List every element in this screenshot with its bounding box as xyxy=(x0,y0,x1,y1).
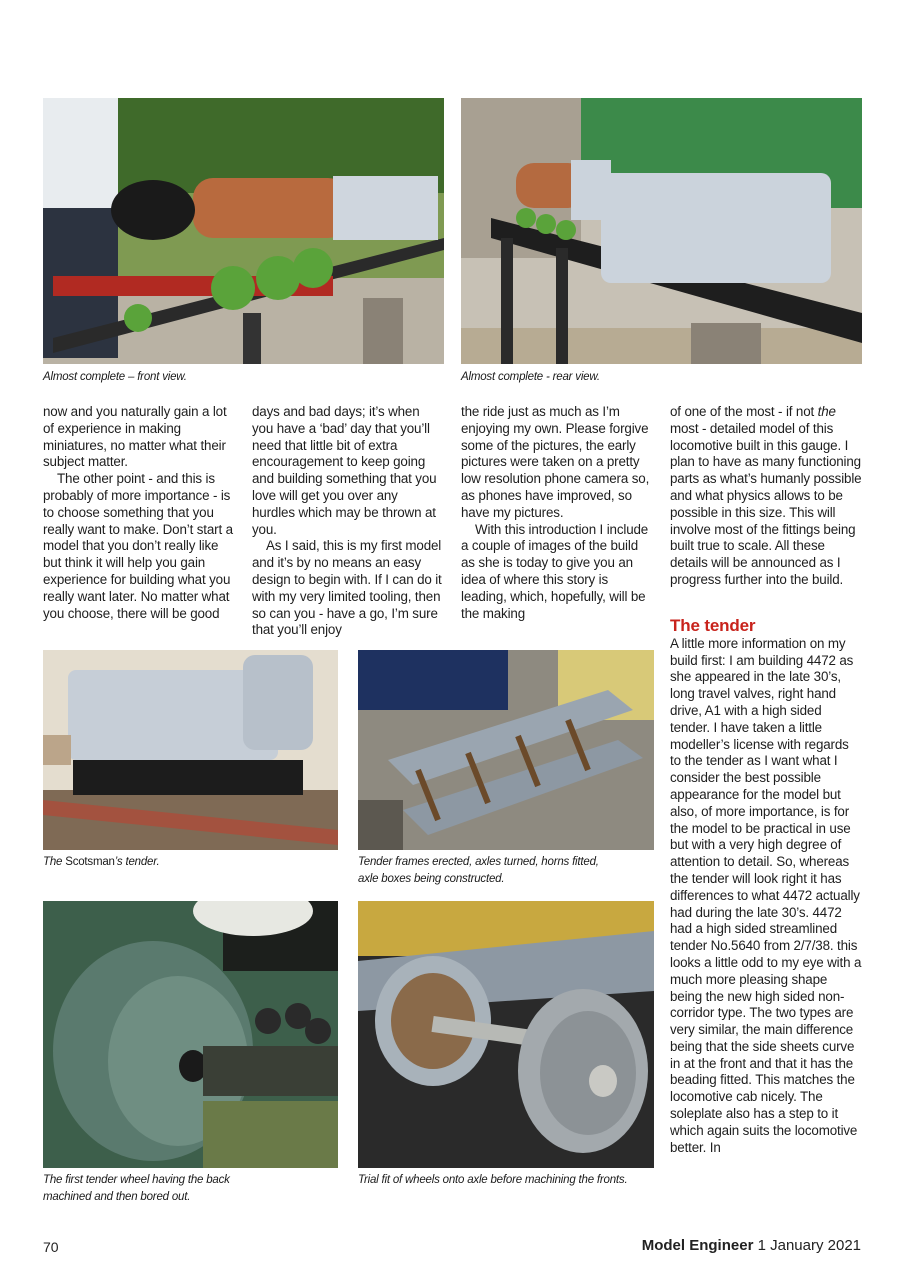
tender-wheel-photo xyxy=(43,901,338,1168)
paragraph: of one of the most - if not the most - detailed model of this locomotive built in this gauge. I plan to have as many functioning parts as what’s humanly possible and what physics allows to be possible in this size. This will involve most of the fittings being built true to scale. All these details will be announced as I progress further into the build. xyxy=(670,404,862,587)
scotsman-tender-photo xyxy=(43,650,338,850)
trial-fit-caption: Trial fit of wheels onto axle before machining the fronts. xyxy=(358,1174,628,1186)
front-view-photo xyxy=(43,98,444,364)
scotsman-tender-caption: The Scotsman’s tender. xyxy=(43,856,160,868)
trial-fit-photo xyxy=(358,901,654,1168)
page-number: 70 xyxy=(43,1239,59,1255)
tender-frames-photo xyxy=(358,650,654,850)
paragraph: the ride just as much as I’m enjoying my own. Please forgive some of the pictures, the early pictures were taken on a pretty low resolution phone camera so, as phones have improved, so have my pictures. xyxy=(461,404,650,520)
paragraph: As I said, this is my first model and it’s by no means an easy design to begin with. If I can do it with my very limited tooling, then so can you - have a go, I’m sure that you’ll enjoy xyxy=(252,538,442,638)
text-column-2 xyxy=(252,404,444,639)
wheelset-photo-icon xyxy=(358,901,654,1168)
tender-photo-icon xyxy=(43,650,338,850)
locomotive-rear-photo-icon xyxy=(461,98,862,364)
text-column-1 xyxy=(43,404,235,622)
magazine-footer: Model Engineer 1 January 2021 xyxy=(641,1237,861,1254)
paragraph: With this introduction I include a couple of images of the build as she is today to give you an idea of where this story is leading, which, hopefully, will be the making xyxy=(461,521,649,621)
tender-frames-caption: Tender frames erected, axles turned, horns fitted, axle boxes being constructed. xyxy=(358,856,599,885)
paragraph: The other point - and this is probably of more importance - is to choose something that you really want to make. Don’t start a model that you don’t really like but think it will help you gain experience for building what you really want later. No matter what you choose, there will be good xyxy=(43,471,233,621)
front-view-caption: Almost complete – front view. xyxy=(43,371,187,383)
text-column-4 xyxy=(670,404,862,1156)
tender-frames-photo-icon xyxy=(358,650,654,850)
paragraph: now and you naturally gain a lot of experience in making miniatures, no matter what their subject matter. xyxy=(43,404,227,470)
rear-view-photo xyxy=(461,98,862,364)
tender-wheel-caption: The first tender wheel having the back machined and then bored out. xyxy=(43,1174,230,1203)
lathe-wheel-photo-icon xyxy=(43,901,338,1168)
section-heading: The tender xyxy=(670,615,756,635)
paragraph: A little more information on my build first: I am building 4472 as she appeared in the late 30’s, long travel valves, right hand drive, A1 with a high sided tender. I have taken a little modeller’s license with regards to the tender as I want what I consider the best possible appearance for the model but also, of more importance, is for the model to be practical in use but with a very high degree of attention to detail. So, whereas the tender will look right it has differences to what 4472 actually had during the late 30’s. 4472 had a high sided streamlined tender No.5640 from 2/7/38. this looks a little odd to my eye with a much more pleasing shape being the new high sided non- corridor type. The two types are very similar, the main difference being that the side sheets curve in at the front and that it has the beading fitted. This matches the locomotive cab nicely. The soleplate also has a step to it which again suits the locomotive better. In xyxy=(670,635,862,1155)
text-column-3 xyxy=(461,404,653,622)
locomotive-front-photo-icon xyxy=(43,98,444,364)
paragraph: days and bad days; it’s when you have a ‘bad’ day that you’ll need that little bit of extra encouragement to keep going and building something that you love will get you over any hurdles which may be thrown at you. xyxy=(252,404,437,537)
rear-view-caption: Almost complete - rear view. xyxy=(461,371,600,383)
